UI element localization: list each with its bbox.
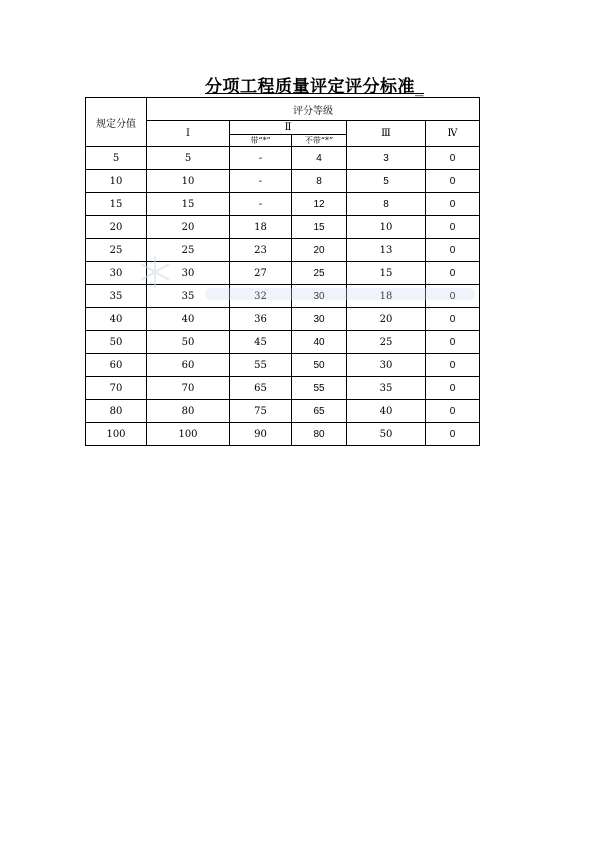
table-row	[86, 262, 480, 285]
nominal-score-cell: 80	[86, 400, 147, 423]
table-row	[86, 170, 480, 193]
scoring-table	[85, 97, 480, 446]
grade-2-starred-cell: 65	[230, 377, 292, 400]
grade-2-starred-cell: 23	[230, 239, 292, 262]
grade-1-cell: 5	[147, 147, 230, 170]
grade-2-unstarred-cell: 4	[292, 147, 347, 170]
grade-2-unstarred-cell: 15	[292, 216, 347, 239]
grade-2-starred-header: 带“*”	[230, 135, 292, 147]
nominal-score-cell: 5	[86, 147, 147, 170]
grade-4-cell: 0	[426, 308, 480, 331]
nominal-score-cell: 50	[86, 331, 147, 354]
grade-2-starred-cell: 55	[230, 354, 292, 377]
grade-4-cell: 0	[426, 377, 480, 400]
nominal-score-cell: 10	[86, 170, 147, 193]
grade-4-cell: 0	[426, 423, 480, 446]
grade-3-cell: 5	[347, 170, 426, 193]
grade-4-cell: 0	[426, 239, 480, 262]
table-row	[86, 377, 480, 400]
grade-1-cell: 15	[147, 193, 230, 216]
nominal-score-cell: 40	[86, 308, 147, 331]
table-row	[86, 423, 480, 446]
grade-1-cell: 80	[147, 400, 230, 423]
nominal-score-cell: 100	[86, 423, 147, 446]
grade-2-starred-cell: -	[230, 147, 292, 170]
grade-3-cell: 35	[347, 377, 426, 400]
grade-2-starred-cell: 45	[230, 331, 292, 354]
grade-4-cell: 0	[426, 216, 480, 239]
grade-4-cell: 0	[426, 285, 480, 308]
table-row	[86, 239, 480, 262]
grade-3-cell: 3	[347, 147, 426, 170]
table-row	[86, 147, 480, 170]
grade-3-cell: 30	[347, 354, 426, 377]
grade-3-cell: 13	[347, 239, 426, 262]
grade-1-cell: 70	[147, 377, 230, 400]
grade-4-cell: 0	[426, 170, 480, 193]
grade-3-cell: 25	[347, 331, 426, 354]
grade-2-unstarred-cell: 30	[292, 308, 347, 331]
grade-4-cell: 0	[426, 400, 480, 423]
grade-1-cell: 20	[147, 216, 230, 239]
grade-1-cell: 100	[147, 423, 230, 446]
grade-2-starred-cell: 27	[230, 262, 292, 285]
grade-2-unstarred-cell: 30	[292, 285, 347, 308]
grade-2-starred-cell: 90	[230, 423, 292, 446]
grade-1-cell: 50	[147, 331, 230, 354]
nominal-score-cell: 30	[86, 262, 147, 285]
grade-2-starred-cell: 36	[230, 308, 292, 331]
nominal-score-cell: 25	[86, 239, 147, 262]
grade-2-unstarred-cell: 25	[292, 262, 347, 285]
grade-4-cell: 0	[426, 354, 480, 377]
grade-4-cell: 0	[426, 262, 480, 285]
grade-1-cell: 30	[147, 262, 230, 285]
table-row	[86, 285, 480, 308]
grade-2-unstarred-cell: 65	[292, 400, 347, 423]
grade-1-cell: 25	[147, 239, 230, 262]
table-row	[86, 354, 480, 377]
grade-2-starred-cell: 75	[230, 400, 292, 423]
grade-1-cell: 60	[147, 354, 230, 377]
grade-3-cell: 50	[347, 423, 426, 446]
grade-3-cell: 40	[347, 400, 426, 423]
grade-3-cell: 15	[347, 262, 426, 285]
grade-group-header: 评分等级	[147, 98, 480, 121]
grade-2-starred-cell: -	[230, 193, 292, 216]
nominal-score-cell: 60	[86, 354, 147, 377]
table-row	[86, 216, 480, 239]
grade-4-cell: 0	[426, 147, 480, 170]
grade-2-starred-cell: 18	[230, 216, 292, 239]
grade-3-header: Ⅲ	[347, 121, 426, 147]
grade-2-starred-cell: -	[230, 170, 292, 193]
grade-1-cell: 35	[147, 285, 230, 308]
grade-2-unstarred-cell: 55	[292, 377, 347, 400]
grade-3-cell: 8	[347, 193, 426, 216]
title-text: 分项工程质量评定评分标准	[205, 77, 415, 97]
title-underscore: _	[415, 77, 424, 97]
grade-2-unstarred-cell: 20	[292, 239, 347, 262]
grade-2-unstarred-cell: 8	[292, 170, 347, 193]
grade-4-header: Ⅳ	[426, 121, 480, 147]
grade-1-cell: 40	[147, 308, 230, 331]
grade-4-cell: 0	[426, 193, 480, 216]
grade-3-cell: 10	[347, 216, 426, 239]
nominal-score-cell: 70	[86, 377, 147, 400]
table-row	[86, 193, 480, 216]
grade-2-unstarred-header: 不带“*”	[292, 135, 347, 147]
grade-2-unstarred-cell: 12	[292, 193, 347, 216]
table-row	[86, 331, 480, 354]
table-row	[86, 400, 480, 423]
table-row	[86, 308, 480, 331]
grade-2-unstarred-cell: 80	[292, 423, 347, 446]
row-label-header: 规定分值	[86, 98, 147, 147]
grade-1-cell: 10	[147, 170, 230, 193]
grade-2-unstarred-cell: 40	[292, 331, 347, 354]
grade-3-cell: 18	[347, 285, 426, 308]
nominal-score-cell: 20	[86, 216, 147, 239]
grade-3-cell: 20	[347, 308, 426, 331]
grade-2-header: Ⅱ	[230, 121, 347, 135]
nominal-score-cell: 15	[86, 193, 147, 216]
header-row-1	[86, 98, 480, 121]
grade-4-cell: 0	[426, 331, 480, 354]
grade-2-unstarred-cell: 50	[292, 354, 347, 377]
grade-2-starred-cell: 32	[230, 285, 292, 308]
grade-1-header: Ⅰ	[147, 121, 230, 147]
page-title	[205, 72, 424, 97]
nominal-score-cell: 35	[86, 285, 147, 308]
